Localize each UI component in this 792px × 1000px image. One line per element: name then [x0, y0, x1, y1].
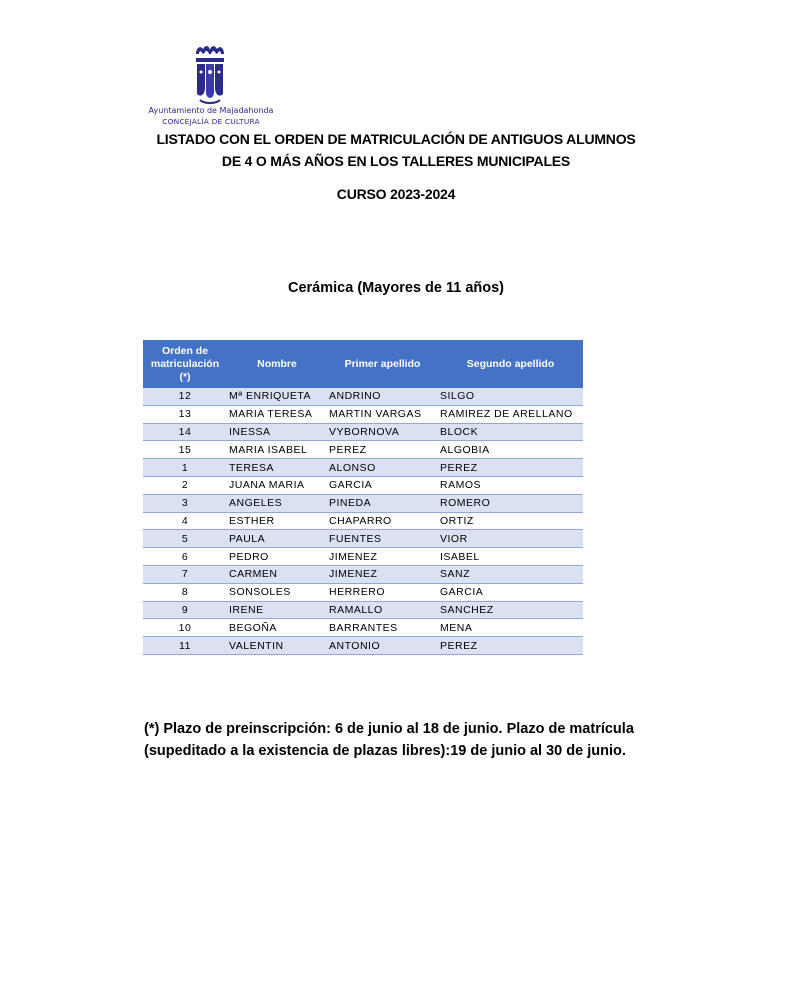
cell-order: 4: [143, 512, 227, 530]
table-row: [143, 476, 583, 494]
table-row: [143, 619, 583, 637]
table-header-row: [143, 340, 583, 388]
document-title-line1: LISTADO CON EL ORDEN DE MATRICULACIÓN DE ANTIGUOS ALUMNOS: [156, 131, 636, 147]
table-row: [143, 583, 583, 601]
cell-first-surname: HERRERO: [327, 583, 438, 601]
table-row: [143, 388, 583, 405]
cell-first-surname: PINEDA: [327, 494, 438, 512]
table-row: [143, 512, 583, 530]
course-year: CURSO 2023-2024: [336, 186, 456, 202]
cell-order: 12: [143, 388, 227, 405]
cell-name: VALENTIN: [227, 637, 327, 655]
cell-first-surname: PEREZ: [327, 441, 438, 459]
table-row: [143, 423, 583, 441]
cell-name: Mª ENRIQUETA: [227, 388, 327, 405]
cell-second-surname: VIOR: [438, 530, 583, 548]
cell-second-surname: SILGO: [438, 388, 583, 405]
cell-name: TERESA: [227, 459, 327, 477]
cell-second-surname: ROMERO: [438, 494, 583, 512]
cell-order: 11: [143, 637, 227, 655]
table-row: [143, 405, 583, 423]
cell-first-surname: JIMENEZ: [327, 565, 438, 583]
footnote-line2: (supeditado a la existencia de plazas libres):19 de junio al 30 de junio.: [144, 743, 626, 759]
cell-first-surname: ALONSO: [327, 459, 438, 477]
cell-name: MARIA ISABEL: [227, 441, 327, 459]
table-row: [143, 494, 583, 512]
cell-order: 14: [143, 423, 227, 441]
cell-second-surname: PEREZ: [438, 637, 583, 655]
table-row: [143, 637, 583, 655]
table-body: [143, 388, 583, 654]
majadahonda-emblem-icon: [190, 42, 230, 106]
cell-name: CARMEN: [227, 565, 327, 583]
cell-first-surname: ANTONIO: [327, 637, 438, 655]
workshop-title: Cerámica (Mayores de 11 años): [288, 280, 504, 296]
table-row: [143, 548, 583, 566]
cell-second-surname: ALGOBIA: [438, 441, 583, 459]
cell-second-surname: ISABEL: [438, 548, 583, 566]
cell-first-surname: CHAPARRO: [327, 512, 438, 530]
cell-first-surname: ANDRINO: [327, 388, 438, 405]
table-row: [143, 565, 583, 583]
table-row: [143, 441, 583, 459]
cell-order: 7: [143, 565, 227, 583]
logo-municipality-name: Ayuntamiento de Majadahonda: [148, 106, 274, 115]
footnote-line1: (*) Plazo de preinscripción: 6 de junio al 18 de junio. Plazo de matrícula: [144, 721, 634, 737]
cell-name: IRENE: [227, 601, 327, 619]
column-header-second-surname: Segundo apellido: [438, 340, 583, 388]
cell-order: 1: [143, 459, 227, 477]
cell-second-surname: GARCIA: [438, 583, 583, 601]
cell-order: 3: [143, 494, 227, 512]
cell-second-surname: MENA: [438, 619, 583, 637]
cell-order: 10: [143, 619, 227, 637]
cell-name: BEGOÑA: [227, 619, 327, 637]
municipal-logo: [146, 42, 276, 128]
cell-order: 15: [143, 441, 227, 459]
cell-first-surname: RAMALLO: [327, 601, 438, 619]
cell-order: 2: [143, 476, 227, 494]
column-header-order: Orden de matriculación (*): [143, 340, 227, 388]
cell-name: PAULA: [227, 530, 327, 548]
cell-name: PEDRO: [227, 548, 327, 566]
table-row: [143, 459, 583, 477]
cell-second-surname: SANZ: [438, 565, 583, 583]
table-row: [143, 530, 583, 548]
enrollment-table: [143, 340, 583, 655]
cell-name: INESSA: [227, 423, 327, 441]
cell-first-surname: VYBORNOVA: [327, 423, 438, 441]
enrollment-deadlines-note: [144, 718, 664, 762]
cell-name: JUANA MARIA: [227, 476, 327, 494]
cell-second-surname: RAMOS: [438, 476, 583, 494]
cell-order: 6: [143, 548, 227, 566]
cell-name: ANGELES: [227, 494, 327, 512]
cell-first-surname: FUENTES: [327, 530, 438, 548]
document-title-line2: DE 4 O MÁS AÑOS EN LOS TALLERES MUNICIPALES: [221, 153, 571, 169]
logo-department-name: CONCEJALÍA DE CULTURA: [162, 117, 260, 126]
cell-order: 8: [143, 583, 227, 601]
cell-second-surname: ORTIZ: [438, 512, 583, 530]
cell-first-surname: BARRANTES: [327, 619, 438, 637]
cell-first-surname: GARCIA: [327, 476, 438, 494]
cell-second-surname: SANCHEZ: [438, 601, 583, 619]
cell-order: 9: [143, 601, 227, 619]
cell-second-surname: BLOCK: [438, 423, 583, 441]
column-header-first-surname: Primer apellido: [327, 340, 438, 388]
cell-order: 5: [143, 530, 227, 548]
cell-name: SONSOLES: [227, 583, 327, 601]
cell-order: 13: [143, 405, 227, 423]
cell-first-surname: JIMENEZ: [327, 548, 438, 566]
column-header-name: Nombre: [227, 340, 327, 388]
cell-first-surname: MARTIN VARGAS: [327, 405, 438, 423]
cell-name: MARIA TERESA: [227, 405, 327, 423]
cell-second-surname: RAMIREZ DE ARELLANO: [438, 405, 583, 423]
table-row: [143, 601, 583, 619]
cell-second-surname: PEREZ: [438, 459, 583, 477]
cell-name: ESTHER: [227, 512, 327, 530]
